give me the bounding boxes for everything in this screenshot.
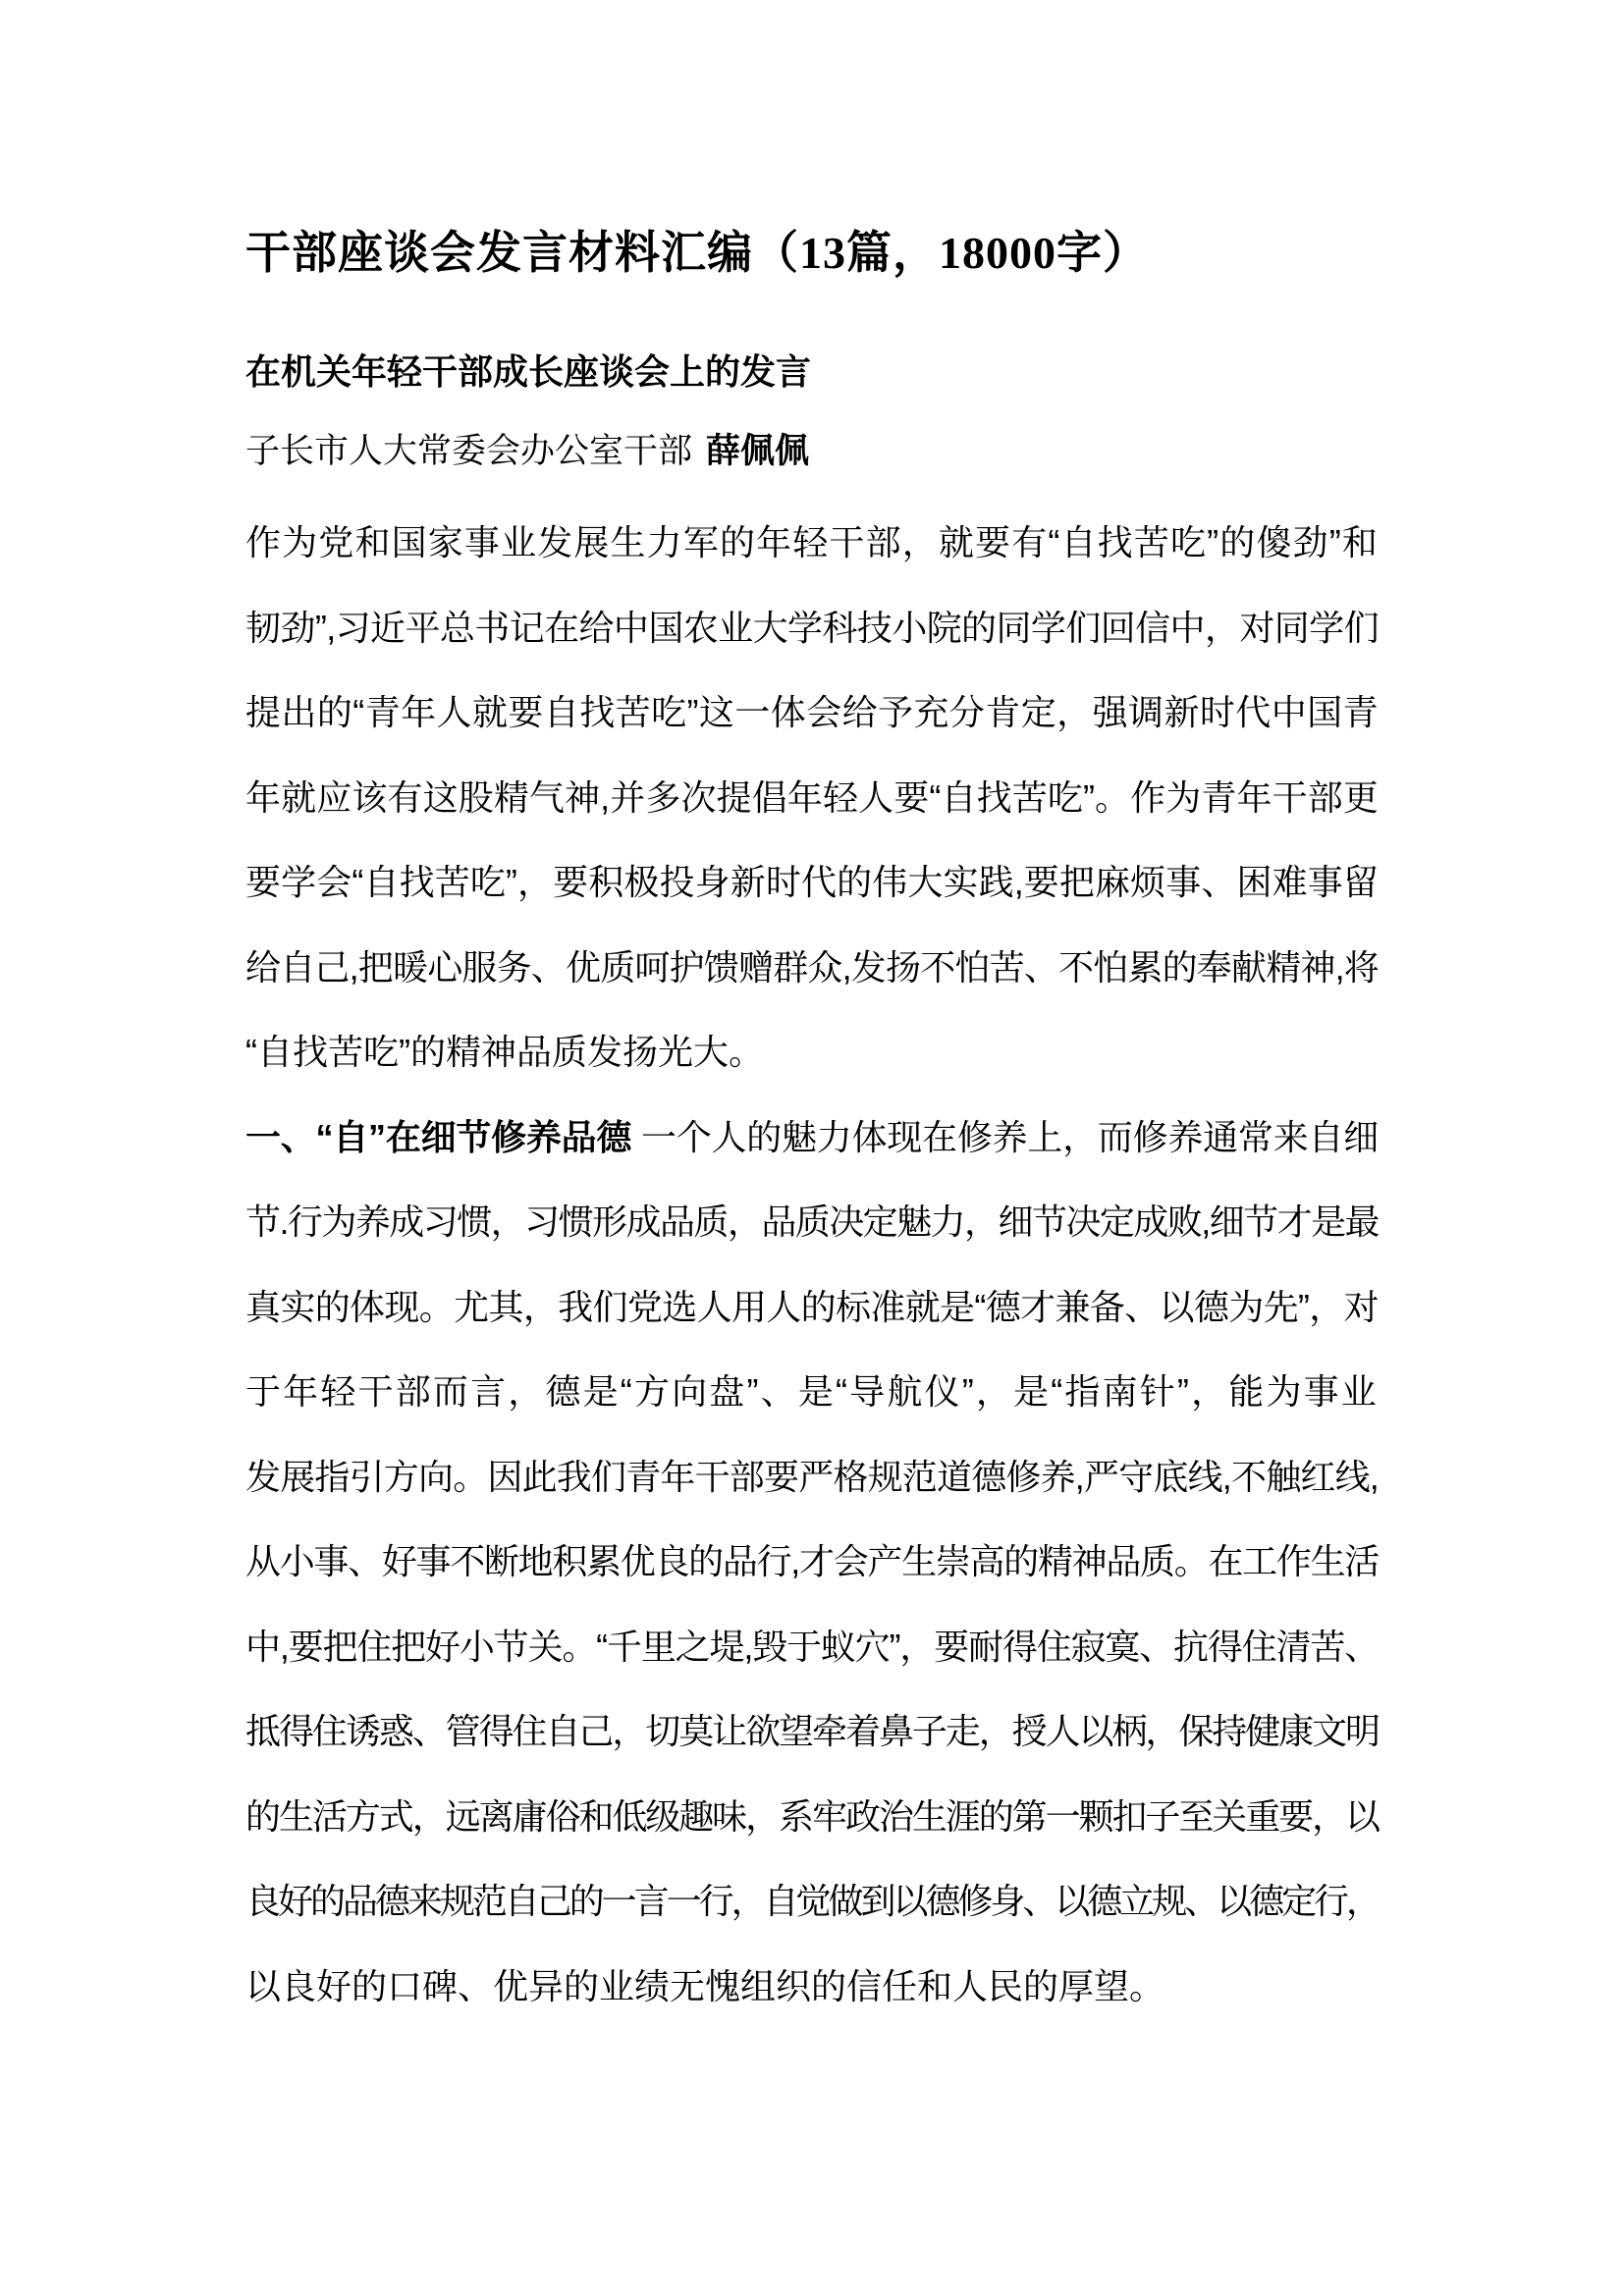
paragraph-line: 从小事、好事不断地积累优良的品行,才会产生崇高的精神品质。在工作生活 xyxy=(245,1541,1379,1581)
document-title: 干部座谈会发言材料汇编（13篇，18000字） xyxy=(245,228,1149,278)
paragraph-line: 良好的品德来规范自己的一言一行，自觉做到以德修身、以德立规、以德定行， xyxy=(245,1881,1379,1921)
paragraph-line: 于年轻干部而言，德是“方向盘”、是“导航仪”，是“指南针”，能为事业 xyxy=(245,1371,1379,1412)
paragraph-line: 发展指引方向。因此我们青年干部要严格规范道德修养,严守底线,不触红线, xyxy=(245,1456,1380,1497)
paragraph-line: 年就应该有这股精气神,并多次提倡年轻人要“自找苦吃”。作为青年干部更 xyxy=(245,776,1379,818)
paragraph-line: 中,要把住把好小节关。“千里之堤,毁于蚁穴”，要耐得住寂寞、抗得住清苦、 xyxy=(245,1626,1380,1667)
paragraph-line: “自找苦吃”的精神品质发扬光大。 xyxy=(245,1032,764,1072)
paragraph-line: 提出的“青年人就要自找苦吃”这一体会给予充分肯定，强调新时代中国青 xyxy=(245,692,1380,732)
paragraph-line: 以良好的口碑、优异的业绩无愧组织的信任和人民的厚望。 xyxy=(245,1965,1165,2006)
paragraph-line: 的生活方式，远离庸俗和低级趣味，系牢政治生涯的第一颗扣子至关重要，以 xyxy=(245,1795,1379,1837)
paragraph-line xyxy=(245,1095,1379,1181)
paragraph-line: 抵得住诱惑、管得住自己，切莫让欲望牵着鼻子走，授人以柄，保持健康文明 xyxy=(245,1711,1379,1751)
section-heading: 在机关年轻干部成长座谈会上的发言 xyxy=(245,351,812,392)
byline-speaker-name: 薛佩佩 xyxy=(706,432,810,470)
paragraph-line: 给自己,把暖心服务、优质呵护馈赠群众,发扬不怕苦、不怕累的奉献精神,将 xyxy=(245,946,1380,988)
paragraph-line-text: 一个人的魅力体现在修养上，而修养通常来自细 xyxy=(631,1116,1379,1157)
paragraph-2 xyxy=(245,1095,1379,2030)
paragraph-1 xyxy=(245,501,1379,1095)
paragraph-line: 真实的体现。尤其，我们党选人用人的标准就是“德才兼备、以德为先”，对 xyxy=(245,1286,1379,1327)
byline-unit-role: 子长市人大常委会办公室干部 xyxy=(245,432,693,470)
paragraph-2-lead-heading: 一、“自”在细节修养品德 xyxy=(245,1116,632,1157)
paragraph-line: 作为党和国家事业发展生力军的年轻干部，就要有“自找苦吃”的傻劲”和 xyxy=(245,522,1379,562)
byline xyxy=(245,427,1379,476)
paragraph-line: 要学会“自找苦吃”，要积极投身新时代的伟大实践,要把麻烦事、困难事留 xyxy=(245,862,1379,902)
paragraph-line: 节.行为养成习惯，习惯形成品质，品质决定魅力，细节决定成败,细节才是最 xyxy=(245,1201,1379,1242)
paragraph-line: 韧劲”,习近平总书记在给中国农业大学科技小院的同学们回信中，对同学们 xyxy=(245,607,1379,648)
